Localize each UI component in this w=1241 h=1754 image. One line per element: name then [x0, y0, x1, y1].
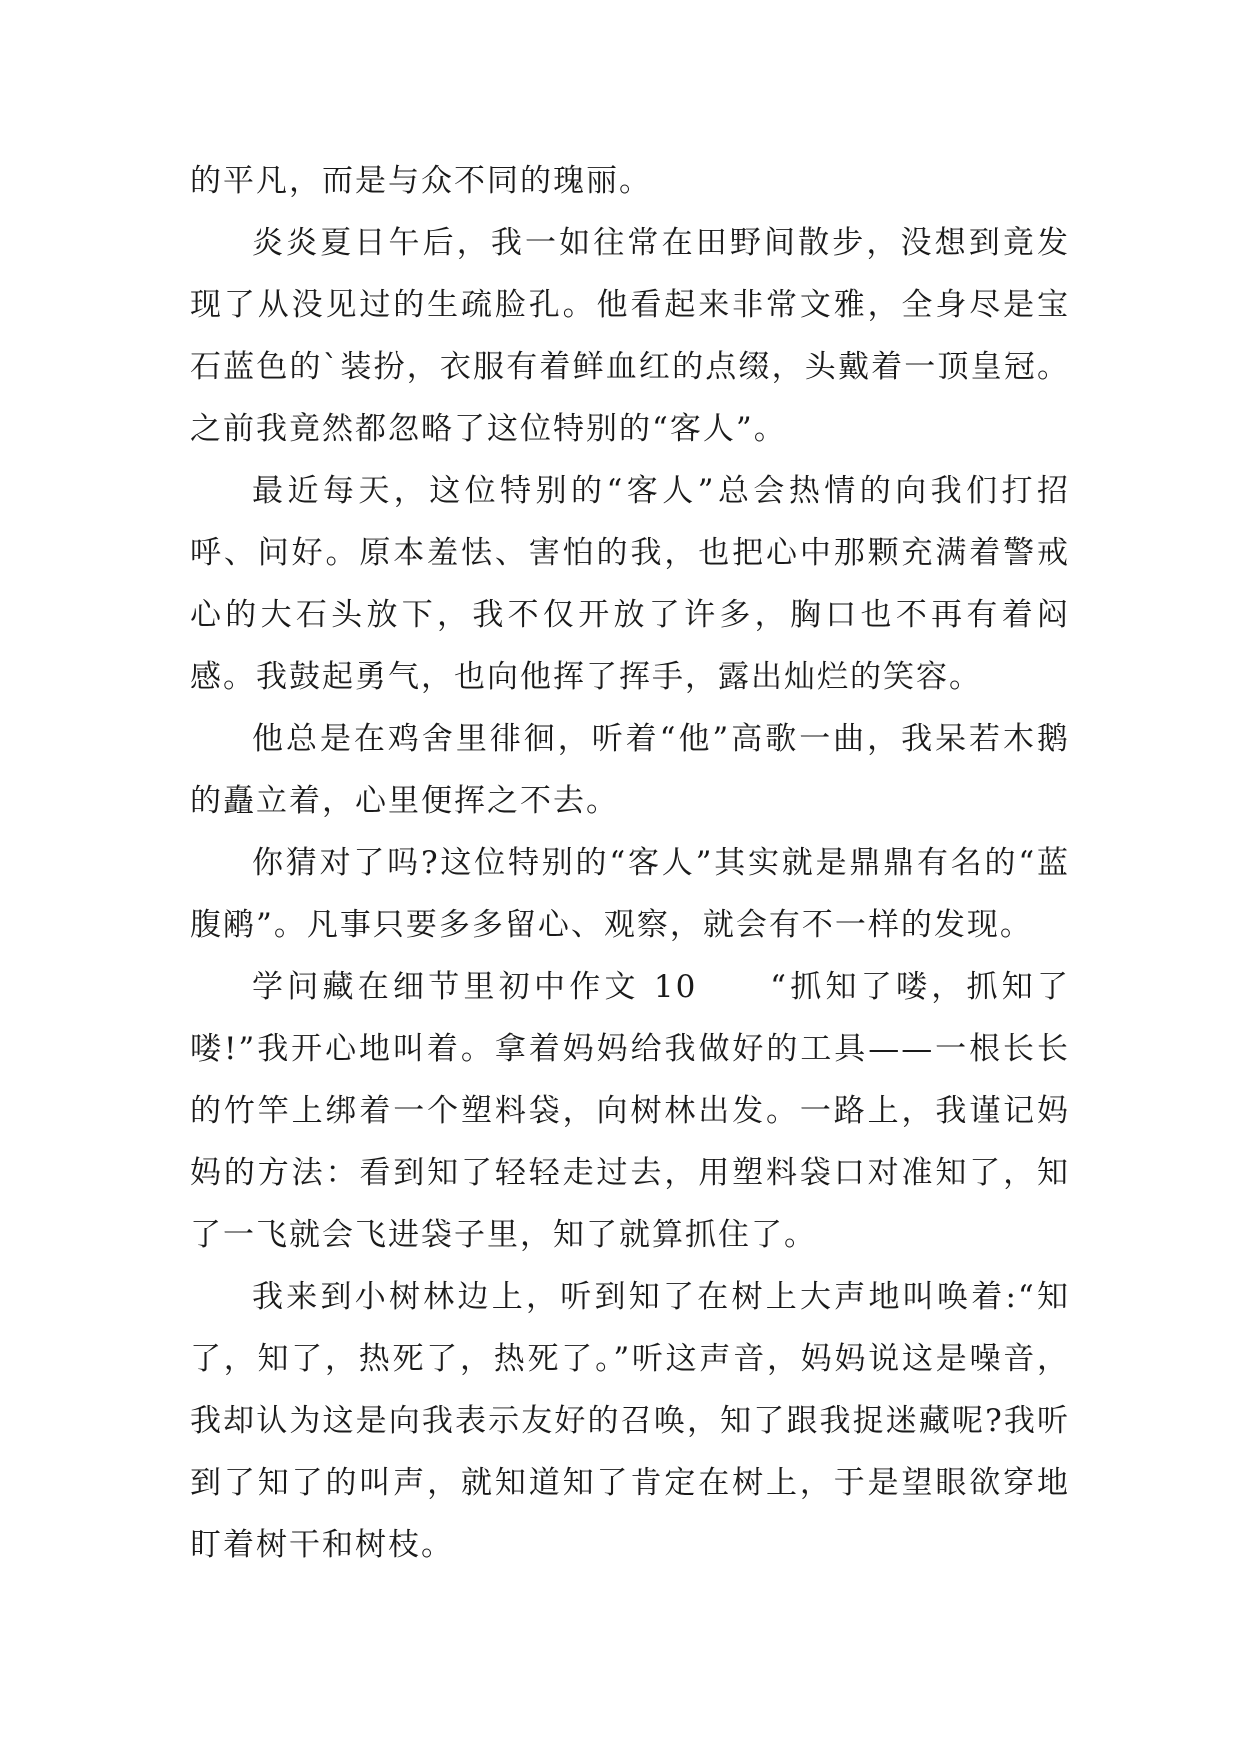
- paragraph-7: 我来到小树林边上，听到知了在树上大声地叫唤着:“知了，知了，热死了，热死了。”听这声音，妈妈说这是噪音，我却认为这是向我表示友好的召唤，知了跟我捉迷藏呢?我听到了知了的叫声，就知道知了肯定在树上，于是望眼欲穿地盯着树干和树枝。: [190, 1279, 1070, 1563]
- paragraph-3: 最近每天，这位特别的“客人”总会热情的向我们打招呼、问好。原本羞怯、害怕的我，也把心中那颗充满着警戒心的大石头放下，我不仅开放了许多，胸口也不再有着闷感。我鼓起勇气，也向他挥了挥手，露出灿烂的笑容。: [190, 473, 1070, 695]
- paragraph-2: 炎炎夏日午后，我一如往常在田野间散步，没想到竟发现了从没见过的生疏脸孔。他看起来非常文雅，全身尽是宝石蓝色的`装扮，衣服有着鲜血红的点缀，头戴着一顶皇冠。之前我竟然都忽略了这位特别的“客人”。: [190, 225, 1070, 447]
- paragraph-6: 学问藏在细节里初中作文 10 “抓知了喽，抓知了喽!”我开心地叫着。拿着妈妈给我做好的工具——一根长长的竹竿上绑着一个塑料袋，向树林出发。一路上，我谨记妈妈的方法：看到知了轻轻走过去，用塑料袋口对准知了，知了一飞就会飞进袋子里，知了就算抓住了。: [190, 969, 1070, 1253]
- paragraph-1: 的平凡，而是与众不同的瑰丽。: [190, 163, 652, 199]
- paragraph-4: 他总是在鸡舍里徘徊，听着“他”高歌一曲，我呆若木鹅的矗立着，心里便挥之不去。: [190, 721, 1070, 819]
- article-body: [190, 150, 1070, 1576]
- paragraph-5: 你猜对了吗?这位特别的“客人”其实就是鼎鼎有名的“蓝腹鹇”。凡事只要多多留心、观察，就会有不一样的发现。: [190, 845, 1070, 943]
